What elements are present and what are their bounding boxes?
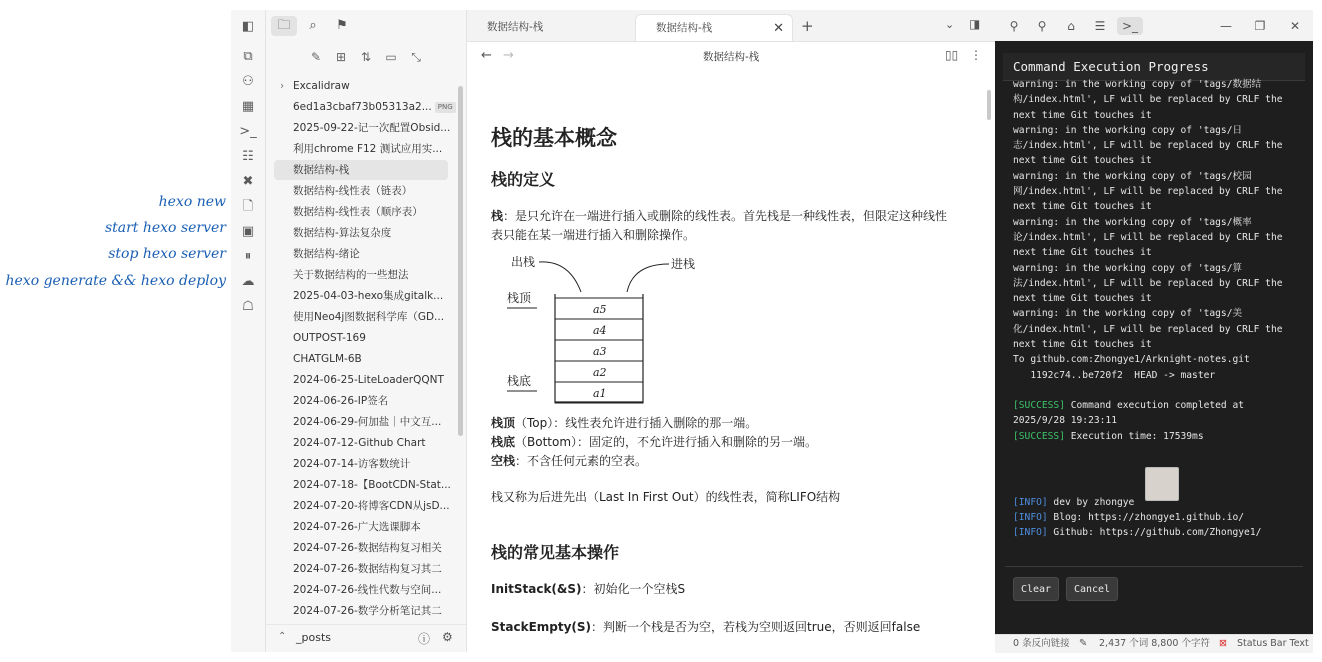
file-item[interactable]: [274, 601, 448, 621]
paragraph-bottom: [491, 433, 817, 452]
terminal-icon[interactable]: >_: [239, 124, 257, 139]
paragraph-lifo: 栈又称为后进先出（Last In First Out）的线性表，简称LIFO结构: [491, 490, 841, 504]
paragraph-definition: [491, 207, 957, 245]
label-top: 栈顶: [507, 291, 532, 305]
file-item[interactable]: [274, 454, 448, 474]
tab-label: 数据结构-栈: [487, 21, 544, 33]
file-label: 2025-09-22-记一次配置Obsid...: [293, 122, 451, 134]
panel-title: Command Execution Progress: [1003, 53, 1305, 81]
term-top: 栈顶: [491, 416, 516, 430]
file-label: 2024-06-26-IP签名: [293, 395, 389, 407]
hexo-new-icon[interactable]: 🗋: [242, 199, 254, 214]
file-label: 数据结构-线性表（链表）: [293, 185, 413, 197]
paragraph-empty: [491, 452, 647, 471]
info-tag: [INFO]: [1013, 512, 1048, 524]
author-avatar: [1145, 467, 1179, 501]
label-pop: 出栈: [511, 255, 536, 269]
output-line: warning: in the working copy of 'tags/数据结构/index.html', LF will be replaced by CRLF the next time Git touches it: [1013, 79, 1289, 121]
file-item[interactable]: [274, 580, 448, 600]
info-tag: [INFO]: [1013, 527, 1048, 539]
file-label: 使用Neo4j图数据科学库（GD...: [293, 311, 445, 323]
success-line-time: [1013, 429, 1293, 444]
file-item[interactable]: [274, 370, 448, 390]
settings-gear-icon[interactable]: ⚙: [442, 630, 453, 644]
new-tab-icon[interactable]: +: [801, 17, 814, 35]
back-arrow-icon[interactable]: ←: [481, 48, 492, 63]
help-icon[interactable]: ⓘ: [418, 632, 431, 646]
toggle-right-sidebar-icon[interactable]: ◨: [969, 17, 981, 31]
tab-active[interactable]: [635, 14, 793, 41]
new-note-icon[interactable]: ✎: [310, 50, 322, 64]
op-init-term: InitStack(&S): [491, 582, 582, 596]
file-label: 2024-07-18-【BootCDN-Stat...: [293, 479, 451, 491]
canvas-icon[interactable]: ☷: [242, 149, 254, 164]
file-label: 2024-06-25-LiteLoaderQQNT: [293, 374, 444, 386]
success-text: Execution time: 17539ms: [1064, 430, 1204, 442]
operation-init: [491, 580, 685, 599]
hexo-server-stop-icon[interactable]: ⏸: [244, 249, 252, 264]
forward-arrow-icon[interactable]: →: [503, 48, 514, 63]
stack-cell-label: a4: [593, 324, 607, 337]
success-text: Command execution completed at 2025/9/28 19:23:11: [1013, 399, 1250, 427]
collapse-all-icon[interactable]: ⤡: [411, 50, 421, 64]
term-stack: 栈: [491, 209, 504, 223]
annotation-hexo-new: hexo new: [158, 194, 226, 210]
sort-icon[interactable]: ⇅: [360, 50, 372, 64]
left-ribbon: [231, 10, 266, 652]
empty-text: ：不含任何元素的空表。: [515, 454, 648, 468]
info-text: dev by zhongye: [1047, 496, 1135, 508]
quick-switcher-icon[interactable]: ⧉: [243, 49, 253, 64]
top-text: （Top）：线性表允许进行插入删除的那一端。: [515, 416, 758, 430]
minimize-icon[interactable]: —: [1220, 19, 1232, 33]
file-label: CHATGLM-6B: [293, 353, 362, 365]
file-item[interactable]: [274, 202, 448, 222]
output-line: warning: in the working copy of 'tags/日志/index.html', LF will be replaced by CRLF the next time Git touches it: [1013, 124, 1289, 167]
annotation-stop-server: stop hexo server: [108, 246, 226, 262]
op-init-text: ：初始化一个空栈S: [581, 582, 686, 596]
file-explorer: [266, 10, 467, 652]
term-empty: 空栈: [491, 454, 516, 468]
heading-basic-concept: 栈的基本概念: [491, 126, 617, 150]
file-item[interactable]: [274, 223, 448, 243]
view-title[interactable]: 数据结构-栈: [703, 51, 760, 63]
output-line: warning: in the working copy of 'tags/美化/index.html', LF will be replaced by CRLF the next time Git touches it: [1013, 308, 1289, 351]
file-item[interactable]: [274, 496, 448, 516]
pop-arrow: [539, 262, 581, 292]
reading-view-icon[interactable]: ▯▯: [945, 48, 959, 62]
bookmark-icon[interactable]: ⚑: [336, 18, 348, 33]
file-item[interactable]: [274, 475, 451, 495]
vault-switcher: [266, 624, 466, 653]
backlinks-count[interactable]: 0 条反向链接: [1013, 638, 1070, 649]
plugin-b-icon[interactable]: ⚲: [1037, 19, 1047, 33]
command-progress-panel: [995, 41, 1313, 634]
file-item[interactable]: [274, 517, 448, 537]
file-label: Excalidraw: [293, 80, 350, 92]
output-line: 1192c74..be720f2 HEAD -> master: [1013, 369, 1216, 381]
file-item[interactable]: [274, 181, 448, 201]
operation-empty: [491, 618, 920, 637]
tools-icon[interactable]: ✖: [242, 174, 254, 189]
plugin-a-icon[interactable]: ⚲: [1009, 19, 1019, 33]
file-label: 2024-07-26-线性代数与空间...: [293, 584, 442, 596]
file-label: 2024-06-29-何加盐｜中文互...: [293, 416, 442, 428]
info-text: Blog: https://zhongye1.github.io/: [1047, 512, 1245, 524]
tab-label: 数据结构-栈: [656, 22, 713, 34]
label-push: 进栈: [671, 257, 696, 271]
file-item[interactable]: [274, 244, 448, 264]
file-item[interactable]: [274, 286, 448, 306]
file-item[interactable]: [274, 433, 448, 453]
file-label: 利用chrome F12 测试应用实...: [293, 143, 443, 155]
stack-diagram: [491, 250, 706, 405]
cancel-button[interactable]: Cancel: [1066, 577, 1118, 601]
tab-bar: [467, 10, 995, 42]
hexo-deploy-icon[interactable]: ☁: [241, 274, 255, 289]
file-label: 2024-07-14-访客数统计: [293, 458, 411, 470]
output-line: warning: in the working copy of 'tags/算法/index.html', LF will be replaced by CRLF the next time Git touches it: [1013, 262, 1289, 305]
panel-divider: [1005, 566, 1303, 567]
annotation-generate-deploy: hexo generate && hexo deploy: [5, 273, 226, 289]
ghost-icon[interactable]: ☖: [242, 299, 254, 314]
info-line-dev: [1013, 495, 1293, 510]
file-item[interactable]: [274, 328, 448, 348]
status-bar: [995, 634, 1313, 653]
file-label: 2024-07-20-将博客CDN从jsD...: [293, 500, 450, 512]
info-tag: [INFO]: [1013, 496, 1048, 508]
file-label: 关于数据结构的一些想法: [293, 269, 409, 281]
auto-reveal-icon[interactable]: ▭: [385, 50, 397, 64]
file-label: 2025-04-03-hexo集成gitalk...: [293, 290, 444, 302]
editor-scrollbar[interactable]: [987, 90, 991, 120]
output-line: warning: in the working copy of 'tags/校园网/index.html', LF will be replaced by CRLF the next time Git touches it: [1013, 170, 1289, 213]
hexo-server-start-icon[interactable]: ▣: [241, 224, 255, 239]
file-item[interactable]: [274, 349, 448, 369]
heading-definition: 栈的定义: [491, 170, 556, 189]
success-tag: [SUCCESS]: [1013, 399, 1065, 411]
heading-operations: 栈的常见基本操作: [491, 543, 620, 562]
bottom-text: （Bottom）：固定的，不允许进行插入和删除的另一端。: [515, 435, 818, 449]
stack-cell-label: a3: [593, 345, 607, 358]
outline-icon[interactable]: ☰: [1094, 19, 1106, 33]
file-type-badge: PNG: [435, 102, 456, 113]
stack-cell-label: a5: [593, 303, 607, 316]
file-item[interactable]: [274, 265, 448, 285]
op-empty-text: ：判断一个栈是否为空，若栈为空则返回true，否则返回false: [591, 620, 921, 634]
toggle-sidebar-icon[interactable]: ◧: [241, 19, 255, 34]
success-line-completed: [1013, 398, 1293, 429]
info-text: Github: https://github.com/Zhongye1/: [1047, 527, 1262, 539]
tab-list-chevron-icon[interactable]: ⌄: [945, 18, 955, 31]
folder-item[interactable]: [274, 76, 448, 96]
file-label: 2024-07-26-数学分析笔记其二: [293, 605, 442, 617]
folder-chevron-icon[interactable]: ›: [280, 80, 285, 92]
edit-pencil-icon[interactable]: ✎: [1079, 638, 1088, 649]
close-tab-icon[interactable]: ✕: [773, 21, 784, 36]
file-label: 2024-07-12-Github Chart: [293, 437, 426, 449]
view-header: [467, 42, 995, 70]
file-label: OUTPOST-169: [293, 332, 366, 344]
paragraph-top: [491, 414, 757, 433]
term-bottom: 栈底: [491, 435, 516, 449]
sync-status-icon[interactable]: ⊠: [1219, 638, 1227, 649]
stack-cell-label: a2: [593, 366, 607, 379]
file-label: 数据结构-绪论: [293, 248, 360, 260]
file-item[interactable]: [274, 118, 451, 138]
push-arrow: [627, 264, 669, 292]
file-label: 2024-07-26-数据结构复习其二: [293, 563, 442, 575]
more-options-icon[interactable]: ⋮: [970, 48, 982, 62]
file-label: 2024-07-26-广大选课脚本: [293, 521, 421, 533]
stack-cell-label: a1: [593, 387, 607, 400]
file-label: 数据结构-线性表（顺序表）: [293, 206, 423, 218]
graph-view-icon[interactable]: ⚇: [242, 74, 254, 89]
new-folder-icon[interactable]: ⊞: [335, 50, 347, 64]
files-tab-icon[interactable]: 🗀: [271, 16, 297, 36]
file-item[interactable]: [274, 559, 448, 579]
file-item[interactable]: [274, 391, 448, 411]
definition-text: ：是只允许在一端进行插入或删除的线性表。首先栈是一种线性表，但限定这种线性表只能在某一端进行插入和删除操作。: [491, 209, 948, 242]
file-item[interactable]: [274, 412, 448, 432]
file-item[interactable]: [274, 139, 448, 159]
search-icon[interactable]: ⌕: [309, 18, 317, 33]
success-tag: [SUCCESS]: [1013, 430, 1065, 442]
clear-button[interactable]: Clear: [1013, 577, 1059, 601]
file-label: 2024-07-26-数据结构复习相关: [293, 542, 442, 554]
output-line: warning: in the working copy of 'tags/概率论/index.html', LF will be replaced by CRLF the next time Git touches it: [1013, 216, 1289, 259]
right-panel-header: [995, 10, 1313, 41]
file-item[interactable]: [274, 307, 448, 327]
label-bottom: 栈底: [507, 374, 532, 388]
vault-chevron-icon[interactable]: ⌃: [278, 631, 287, 642]
file-item[interactable]: [274, 97, 453, 117]
command-output[interactable]: [1013, 79, 1293, 559]
terminal-tab-icon[interactable]: >_: [1117, 17, 1143, 35]
vault-name[interactable]: _posts: [296, 631, 331, 644]
op-empty-term: StackEmpty(S): [491, 620, 592, 634]
close-window-icon[interactable]: ✕: [1289, 19, 1301, 33]
file-label: 数据结构-算法复杂度: [293, 227, 392, 239]
annotation-start-server: start hexo server: [104, 220, 226, 236]
file-label: 6ed1a3cbaf73b05313a2...: [293, 101, 432, 113]
file-item[interactable]: [274, 538, 448, 558]
info-line-blog: [1013, 510, 1293, 525]
file-item[interactable]: [274, 160, 448, 180]
word-count: 2,437 个词 8,800 个字符: [1099, 638, 1210, 649]
maximize-icon[interactable]: ❐: [1254, 19, 1266, 33]
info-line-github: [1013, 525, 1293, 540]
tags-icon[interactable]: ⌂: [1067, 19, 1075, 33]
output-line: To github.com:Zhongye1/Arknight-notes.git: [1013, 354, 1250, 366]
sidebar-scrollbar[interactable]: [458, 86, 463, 436]
tab-inactive[interactable]: [467, 14, 635, 41]
status-bar-text: Status Bar Text: [1237, 638, 1309, 649]
file-label: 数据结构-栈: [293, 164, 350, 176]
calendar-icon[interactable]: ▦: [241, 99, 255, 114]
